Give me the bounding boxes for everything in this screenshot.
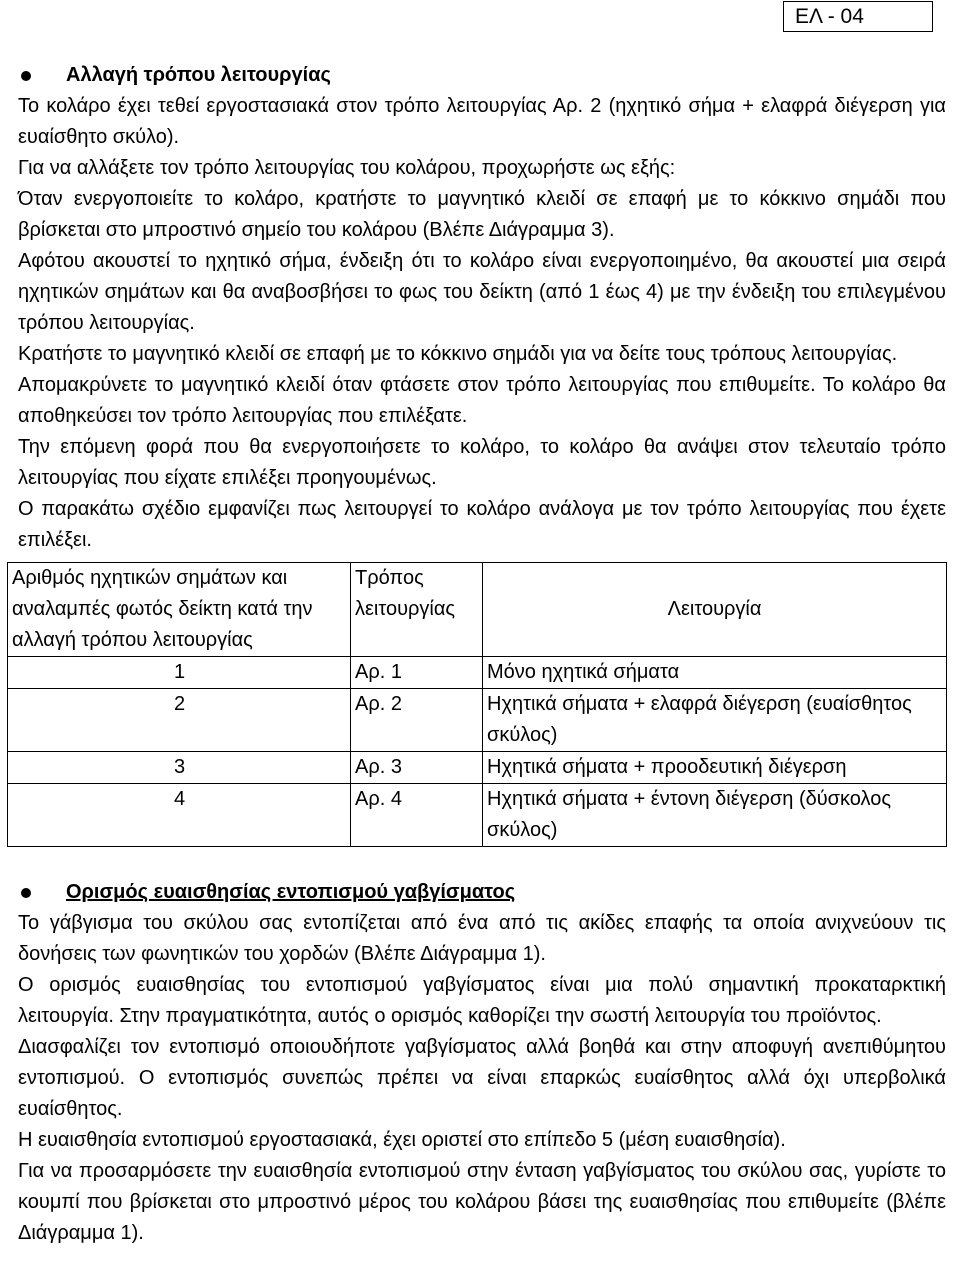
bullet-icon xyxy=(21,71,31,81)
table-row xyxy=(8,689,947,752)
section-heading-mode-change xyxy=(18,60,946,91)
section-heading-sensitivity xyxy=(18,877,946,908)
paragraph: Για να προσαρμόσετε την ευαισθησία εντοπισμού στην ένταση γαβγίσματος του σκύλου σας, γυρίστε το κουμπί που βρίσκεται στο μπροστινό μέρος του κολάρου βάσει της ευαισθησίας που επιθυμείτε (βλέπε Διάγραμμα 1). xyxy=(18,1160,946,1244)
table-row xyxy=(8,752,947,784)
header-mode xyxy=(351,563,483,657)
cell-mode: Αρ. 4 xyxy=(351,784,483,847)
count-value: 2 xyxy=(174,693,186,715)
document-body xyxy=(12,60,946,1249)
cell-function: Μόνο ηχητικά σήματα xyxy=(483,657,947,689)
cell-count xyxy=(8,689,351,752)
cell-count xyxy=(8,657,351,689)
bullet-icon xyxy=(21,888,31,898)
paragraph: Όταν ενεργοποιείτε το κολάρο, κρατήστε το μαγνητικό κλειδί σε επαφή με το κόκκινο σημάδι που βρίσκεται στο μπροστινό σημείο του κολάρου (Βλέπε Διάγραμμα 3). xyxy=(18,188,946,241)
table-row xyxy=(8,657,947,689)
spacer xyxy=(18,847,946,877)
count-value: 3 xyxy=(174,756,186,778)
page-code-box: ΕΛ - 04 xyxy=(783,1,933,32)
cell-mode: Αρ. 1 xyxy=(351,657,483,689)
header-mode-text: Τρόπος λειτουργίας xyxy=(355,567,456,620)
heading-text: Ορισμός ευαισθησίας εντοπισμού γαβγίσματος xyxy=(66,881,516,903)
cell-function: Ηχητικά σήματα + προοδευτική διέγερση xyxy=(483,752,947,784)
paragraph: Το γάβγισμα του σκύλου σας εντοπίζεται από ένα από τις ακίδες επαφής τα οποία ανιχνεύουν τις δονήσεις των φωνητικών του χορδών (Βλέπε Διάγραμμα 1). xyxy=(18,912,946,965)
table-header-row xyxy=(8,563,947,657)
header-function: Λειτουργία xyxy=(483,563,947,657)
modes-table xyxy=(7,562,947,847)
paragraph: Απομακρύνετε το μαγνητικό κλειδί όταν φτάσετε στον τρόπο λειτουργίας που επιθυμείτε. Το κολάρο θα αποθηκεύσει τον τρόπο λειτουργίας που επιλέξατε. xyxy=(18,374,946,427)
header-count: Αριθμός ηχητικών σημάτων και αναλαμπές φωτός δείκτη κατά την αλλαγή τρόπου λειτουργίας xyxy=(8,563,351,657)
paragraph: Ο ορισμός ευαισθησίας του εντοπισμού γαβγίσματος είναι μια πολύ σημαντική προκαταρκτική λειτουργία. Στην πραγματικότητα, αυτός ο ορισμός καθορίζει την σωστή λειτουργία του προϊόντος. xyxy=(18,974,946,1027)
paragraph: Το κολάρο έχει τεθεί εργοστασιακά στον τρόπο λειτουργίας Αρ. 2 (ηχητικό σήμα + ελαφρά διέγερση για ευαίσθητο σκύλο). xyxy=(18,95,946,148)
cell-count xyxy=(8,752,351,784)
paragraph: Αφότου ακουστεί το ηχητικό σήμα, ένδειξη ότι το κολάρο είναι ενεργοποιημένο, θα ακουστεί μια σειρά ηχητικών σημάτων και θα αναβοσβήσει το φως του δείκτη (από 1 έως 4) με την ένδειξη του επιλεγμένου τρόπου λειτουργίας. xyxy=(18,250,946,334)
count-value: 4 xyxy=(174,788,186,810)
count-value: 1 xyxy=(174,661,186,683)
cell-mode: Αρ. 2 xyxy=(351,689,483,752)
paragraph: Για να αλλάξετε τον τρόπο λειτουργίας του κολάρου, προχωρήστε ως εξής: xyxy=(18,157,676,179)
paragraph: Η ευαισθησία εντοπισμού εργοστασιακά, έχει οριστεί στο επίπεδο 5 (μέση ευαισθησία). xyxy=(18,1129,786,1151)
cell-function: Ηχητικά σήματα + έντονη διέγερση (δύσκολος σκύλος) xyxy=(483,784,947,847)
paragraph: Κρατήστε το μαγνητικό κλειδί σε επαφή με το κόκκινο σημάδι για να δείτε τους τρόπους λειτουργίας. xyxy=(18,343,898,365)
paragraph: Ο παρακάτω σχέδιο εμφανίζει πως λειτουργεί το κολάρο ανάλογα με τον τρόπο λειτουργίας που έχετε επιλέξει. xyxy=(18,498,946,551)
heading-text: Αλλαγή τρόπου λειτουργίας xyxy=(66,64,331,86)
paragraph: Διασφαλίζει τον εντοπισμό οποιουδήποτε γαβγίσματος αλλά βοηθά και στην αποφυγή ανεπιθύμητου εντοπισμού. Ο εντοπισμός συνεπώς πρέπει να είναι επαρκώς ευαίσθητος αλλά όχι υπερβολικά ευαίσθητος. xyxy=(18,1036,946,1120)
cell-function: Ηχητικά σήματα + ελαφρά διέγερση (ευαίσθητος σκύλος) xyxy=(483,689,947,752)
paragraph: Την επόμενη φορά που θα ενεργοποιήσετε το κολάρο, το κολάρο θα ανάψει στον τελευταίο τρόπο λειτουργίας που είχατε επιλέξει προηγουμένως. xyxy=(18,436,946,489)
cell-count xyxy=(8,784,351,847)
table-row xyxy=(8,784,947,847)
cell-mode: Αρ. 3 xyxy=(351,752,483,784)
